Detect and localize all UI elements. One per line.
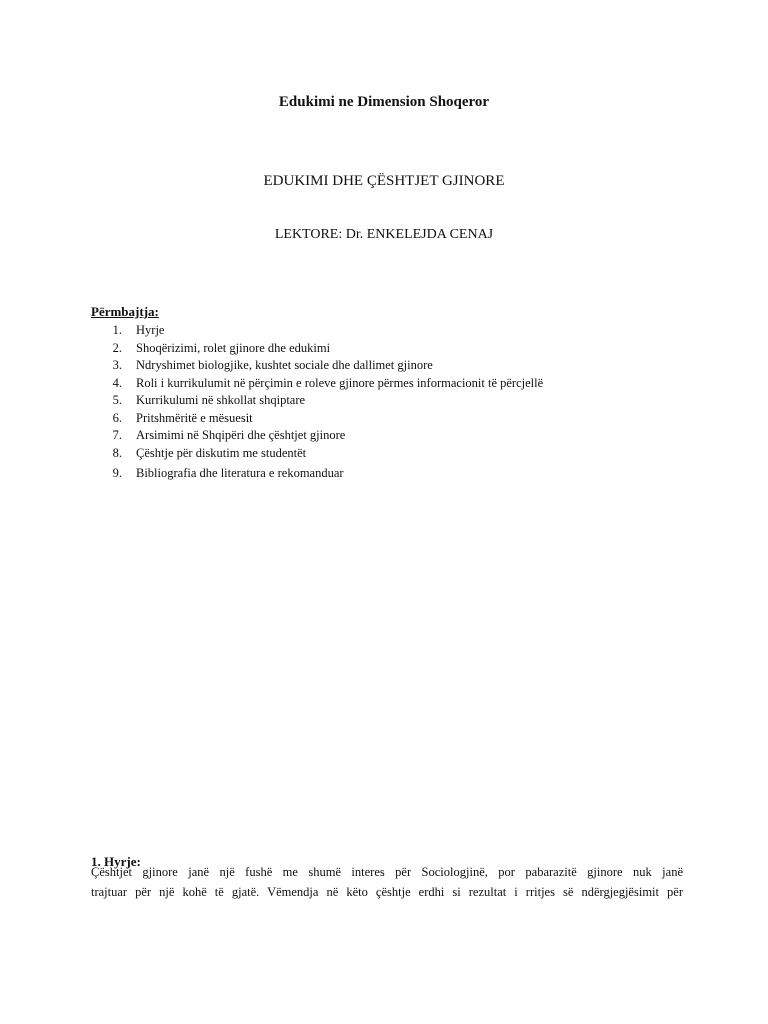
paragraph-line: Çështjet gjinore janë një fushë me shumë interes për Sociologjinë, por pabarazitë gjinore nuk janë [91, 865, 683, 879]
toc-item-text: Kurrikulumi në shkollat shqiptare [136, 393, 306, 407]
toc-item [0, 357, 768, 375]
toc-item-text: Hyrje [136, 323, 165, 337]
toc-item [0, 410, 768, 428]
toc-item-text: Arsimimi në Shqipëri dhe çështjet gjinore [136, 428, 346, 442]
toc-item-number: 1. [112, 323, 122, 337]
toc-item [0, 340, 768, 358]
toc-heading: Përmbajtja: [91, 304, 159, 319]
toc-item-text: Roli i kurrikulumit në përçimin e roleve gjinore përmes informacionit të përcjellë [136, 375, 544, 390]
toc-item-number: 2. [112, 340, 122, 355]
toc-item [0, 427, 768, 445]
table-of-contents [0, 322, 768, 483]
toc-item [0, 465, 768, 483]
document-subtitle: EDUKIMI DHE ÇËSHTJET GJINORE [263, 173, 505, 189]
toc-item-number: 6. [112, 410, 122, 425]
toc-item [0, 445, 768, 463]
toc-item-text: Bibliografia dhe literatura e rekomanduar [136, 466, 344, 480]
toc-item [0, 392, 768, 410]
toc-item-number: 3. [112, 358, 122, 372]
toc-item-number: 8. [112, 445, 122, 460]
toc-item-number: 9. [112, 466, 122, 480]
toc-item [0, 375, 768, 393]
toc-item-number: 5. [112, 393, 122, 407]
paragraph-line: trajtuar për një kohë të gjatë. Vëmendja në këto çështje erdhi si rezultat i rritjes së ndërgjegjësimit për [91, 885, 683, 899]
section-heading: 1. Hyrje: [91, 854, 141, 869]
toc-item-number: 7. [112, 428, 122, 442]
toc-item-text: Pritshmëritë e mësuesit [136, 410, 253, 425]
lecturer-line: LEKTORE: Dr. ENKELEJDA CENAJ [274, 227, 494, 242]
toc-item-text: Çështje për diskutim me studentët [136, 445, 307, 460]
toc-item-number: 4. [112, 375, 122, 390]
toc-item-text: Ndryshimet biologjike, kushtet sociale dhe dallimet gjinore [136, 358, 433, 372]
toc-item [0, 322, 768, 340]
toc-item-text: Shoqërizimi, rolet gjinore dhe edukimi [136, 340, 331, 355]
document-title: Edukimi ne Dimension Shoqeror [278, 94, 490, 110]
